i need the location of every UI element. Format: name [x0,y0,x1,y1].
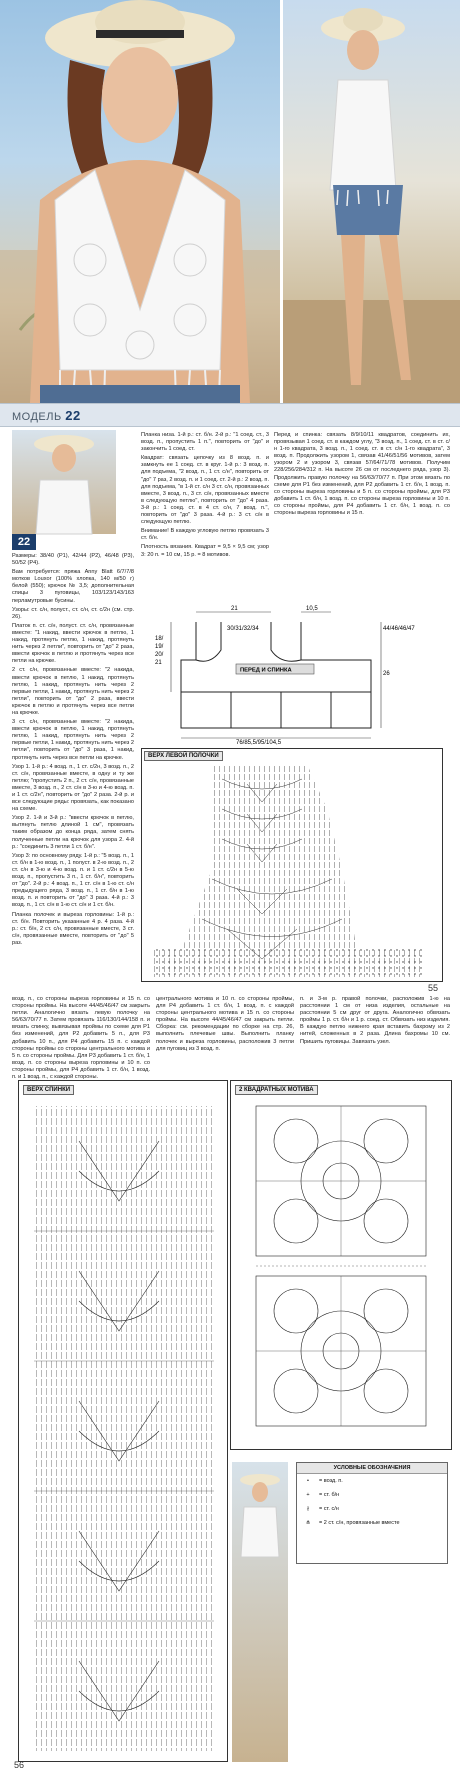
legend-item [297,1474,447,1488]
dim-left-height-3: 20/ [155,652,164,658]
chart1-title: ВЕРХ ЛЕВОЙ ПОЛОЧКИ [144,751,223,761]
model-label: МОДЕЛЬ [12,411,62,423]
chart3-symbols [231,1081,451,1449]
dc2tog-icon: ⋔ [305,1520,311,1526]
symbols-legend [296,1462,448,1564]
paragraph-p1: Платок п. ст. с/н, полуст. ст. с/н, провязанные вместе: "1 накид, ввести крючок в петлю, 1 накид, протянуть петлю, 1 накид, протянуть нить через 2 петли", повторить от "до" 2 раза, ввести крючок в петлю и протянуть через все петли на крючке. [12,622,134,665]
single-crochet-icon: + [306,1492,310,1498]
dim-mid-height: 26 [383,671,390,677]
dim-left-height-2: 19/ [155,644,164,650]
instructions-column-3 [274,432,450,600]
pattern-2-text: Узор 2. 1-й и 3-й р.: "ввести крючок в петлю, вытянуть петлю длиной 1 см", провязать таким образом до конца ряда, затем снять полученные петли на крючок для узора 2. 4-й р.: "соединить 3 петли 1 ст. б/н". [12,815,134,850]
legend-item [297,1488,447,1502]
instructions-column-1 [12,553,134,983]
small-model-photo-bottom [232,1462,288,1762]
legend-title: УСЛОВНЫЕ ОБОЗНАЧЕНИЯ [297,1463,447,1474]
legend-label: = ст. с/н [319,1506,339,1512]
bottom-band-text: Планка низа. 1-й р.: ст. б/н. 2-й р.: "1 соед. ст., 3 возд. п., пропустить 1 п.", повторить от "до" и закончить 1 соед. ст. [141,432,269,453]
middle-text-3: п. и 3-м р. правой полочки, расположив 1-ю на расстоянии 1 см от низа изделия, остальные на расстоянии 5 см друг от друга. Аналогично обвязать проймы 1 р. ст. б/н и 1 р. соед. ст. Обвязать низ изделия. В каждую петлю нижнего края вставить бахрому из 2 нитей, сложенных в 2 раза. Длина бахромы 10 см. Пришить пуговицы. Завязать узел. [300,996,450,1045]
dim-bottom-width: 76/85,5/95/104,5 [236,740,282,746]
middle-text-2: центрального мотива и 10 п. со стороны проймы, для Р4 добавить 1 ст. б/н, 1 возд. п. с каждой стороны центрального мотива и 15 п. со стороны проймы. На высоте 44/45/46/47 см закрыть петли. Сборка: см. рекомендации по сборке на стр. 26, выполнить плечевые швы. Выполнить планку полочек и выреза горловины, расположив 3 петли для пуговиц из 3 возд. п. [156,996,294,1052]
dim-side: 10,5 [306,606,318,612]
dim-top-width: 21 [231,606,238,612]
double-crochet-icon: ∤ [306,1506,310,1512]
sizes-text: Размеры: 38/40 (Р1), 42/44 (Р2), 46/48 (Р3), 50/52 (Р4). [12,553,134,567]
chart1-symbols [142,749,442,981]
materials-text: Вам потребуется: пряжа Anny Blatt 6/7/7/8 мотков Louxor (100% хлопка, 140 м/50 г) белой (550); крючок № 3,5; дополнительная спицы 3 пуговицы, 103/123/143/163 перламутровые бусины. [12,569,134,604]
dim-right-height: 44/46/46/47 [383,626,415,632]
garment-schematic [141,600,451,745]
paragraph-p3: 3 ст. с/н, провязанные вместе: "2 накида, ввести крючок в петлю, 1 накид, протянуть петлю, 1 накид, протянуть нить через 2 первые петли, 1 накид, протянуть нить через 2 петли", повторить от "до" 3 раза, 1 накид, протянуть нить через все петли на крючке. [12,719,134,761]
paragraph-p2: 2 ст. с/н, провязанные вместе: "2 накида, ввести крючок в петлю, 1 накид, протянуть петлю, 1 накид, протянуть нить через 2 первые петли, 1 накид, протянуть нить через 2 петли", повторить от "до" 2 раза, ввести крючок в петлю и протянуть через все петли на крючке. [12,667,134,716]
chart-back-top [18,1080,228,1762]
model-photo-full [283,0,460,403]
dim-left-height-4: 21 [155,660,162,666]
model-photo-front [0,0,280,403]
legend-label: = ст. б/н [319,1492,340,1498]
chart3-title: 2 КВАДРАТНЫХ МОТИВА [235,1085,318,1095]
legend-item [297,1516,447,1530]
schematic-drawing [141,600,451,745]
placket-text: Планка полочек и выреза горловины: 1-й р.: ст. б/н. Повторить указанные 4 р. 4 раза. 4-й р.: ст. б/н, 2 ст. с/н, провязанные вместе, 3 ст. с/н, провязанные вместе, повторить от "до" 5 раз. [12,911,134,946]
chart2-symbols [19,1081,227,1761]
badge-number: 22 [17,536,31,548]
chart-left-front-top [141,748,443,982]
chain-stitch-icon: • [307,1478,309,1484]
panel-label: ПЕРЕД И СПИНКА [240,667,292,674]
model-number: 22 [65,408,81,423]
model-number-badge [12,534,36,550]
legend-label: = возд. п. [319,1478,343,1484]
middle-text-col-1 [12,996,150,1081]
chart2-title: ВЕРХ СПИНКИ [23,1085,74,1095]
dim-neck: 30/31/32/34 [227,626,259,632]
patterns-heading: Узоры: ст. с/н, полуст., ст. с/н, ст. с/2н (см. стр. 26). [12,606,134,620]
pattern-1-text: Узор 1. 1-й р.: 4 возд. п., 1 ст. с/2н, 3 возд. п., 2 ст. с/н, провязанные вместе, в одну и ту же петлю; "пропустить 2 п., 2 ст. с/н, провязанные вместе, 3 возд. п., 2 ст. с/н в 3-ю и 4-ю возд. п. и 1 ст. с/2н", повторить от "до" 2 раза. 2-й р. и все следующие ряды: провязать, как показано на схеме. [12,763,134,813]
instructions-column-2 [141,432,269,600]
square-text: Квадрат: связать цепочку из 8 возд. п. и замкнуть ее 1 соед. ст. в круг. 1-й р.: 3 возд. п. для подъема, "2 возд. п., 1 ст. с/н", повторить от "до" 7 раз, 2 возд. п. и 1 соед. ст. 2-й р.: 2 возд. п. для подъема, "в 1-й ст. с/н 3 ст. с/н, провязанных вместе, 3 возд. п., 3 ст. с/н, провязанных вместе в следующую петлю", повторить от "до" 4 раза. 3-й р.: 1 соед. ст. в 4 ст. с/н, 7 возд. п.", повторить от "до" 3 раза. 4-й р.: 3 ст. с/н в следующую петлю. [141,455,269,526]
front-back-text: Перед и спинка: связать 8/9/10/11 квадратов, соединить их, провязывая 1 соед. ст. в каждом углу, "3 возд. п., 1 соед. ст. в ст. с/н 1-го квадрата, 3 возд. п., 1 соед. ст. в ст. с/н 1-го квадрата", 3 возд. п. Продолжить узором 1, связав 41/46/51/56 мотивов, затем узором 2 и узором 3, связав 57/64/71/78 мотивов. Получим 228/256/284/312 п. На высоте 26 см от последнего ряда, узор 3). Продолжить правую полочку на 56/63/70/77 п. При этом вязать по схеме для Р1 без изменений, для Р2 добавить 1 ст. б/н, 1 возд. п. со стороны выреза горловины и 5 п. со стороны проймы, для Р3 добавить 1 ст. б/н, 1 возд. п. со стороны выреза горловины и 10 п. со стороны проймы, для Р4 добавить 1 ст. б/н, 1 возд. п. со стороны выреза горловины и 15 п. [274,432,450,517]
model-title-bar [0,403,460,427]
page-number-55: 55 [428,983,439,993]
legend-item [297,1502,447,1516]
middle-text-col-3 [300,996,450,1068]
gauge-text: Плотность вязания. Квадрат = 9,5 × 9,5 см; узор 3: 20 п. = 10 см, 15 р. = 8 мотивов. [141,544,269,558]
attention-text: Внимание! В каждую угловую петлю провязать 3 ст. б/н. [141,528,269,542]
page-number-56: 56 [14,1760,25,1770]
chart-square-motifs [230,1080,452,1450]
middle-text-1: возд. п., со стороны выреза горловины и 15 п. со стороны проймы. На высоте 44/45/46/47 см закрыть петли. Аналогично вязать левую полочку на 56/63/70/77 п. Затем провязать 116/130/144/158 п. и вязать спинку, вывязывая проймы по схеме для Р1 без изменений, для Р2 добавить 5 п., для Р3 добавить 10 п., для Р4 добавить 15 п. с каждой стороны проймы со стороны центрального мотива и 5 п. со стороны проймы. Для Р3 добавить 1 ст. б/н, 1 возд. п. со стороны выреза горловины и 10 п. со стороны проймы, для Р4 добавить 1 ст. б/н, 1 возд. п. и 1 возд. п., с каждой стороны. [12,996,150,1081]
legend-label: = 2 ст. с/н, провязанные вместе [319,1520,400,1526]
dim-left-height-1: 18/ [155,636,164,642]
small-model-photo [12,430,116,534]
pattern-3-text: Узор 3: по основному ряду. 1-й р.: "5 возд. п., 1 ст. б/н в 1-ю возд. п., 1 полуст. в 2-ю возд. п., 2 ст. с/н в 3-ю и 4-ю возд. п. и 1 ст. с/2н в 5-ю возд. п., пропустить 3 п., 1 ст. б/н", повторить от "до". 2-й р.: 4 возд. п., 1 ст. с/н в 1-ю ст. с/н предыдущего ряда, 3 возд. п., 1 ст. б/н в 1-ю возд. п. и повторить от "до" 3 раза. 4-й р.: 3 возд. п., 1 ст. с/н в 1-ю ст. с/н и 1 ст. б/н. [12,852,134,909]
middle-text-col-2 [156,996,294,1068]
